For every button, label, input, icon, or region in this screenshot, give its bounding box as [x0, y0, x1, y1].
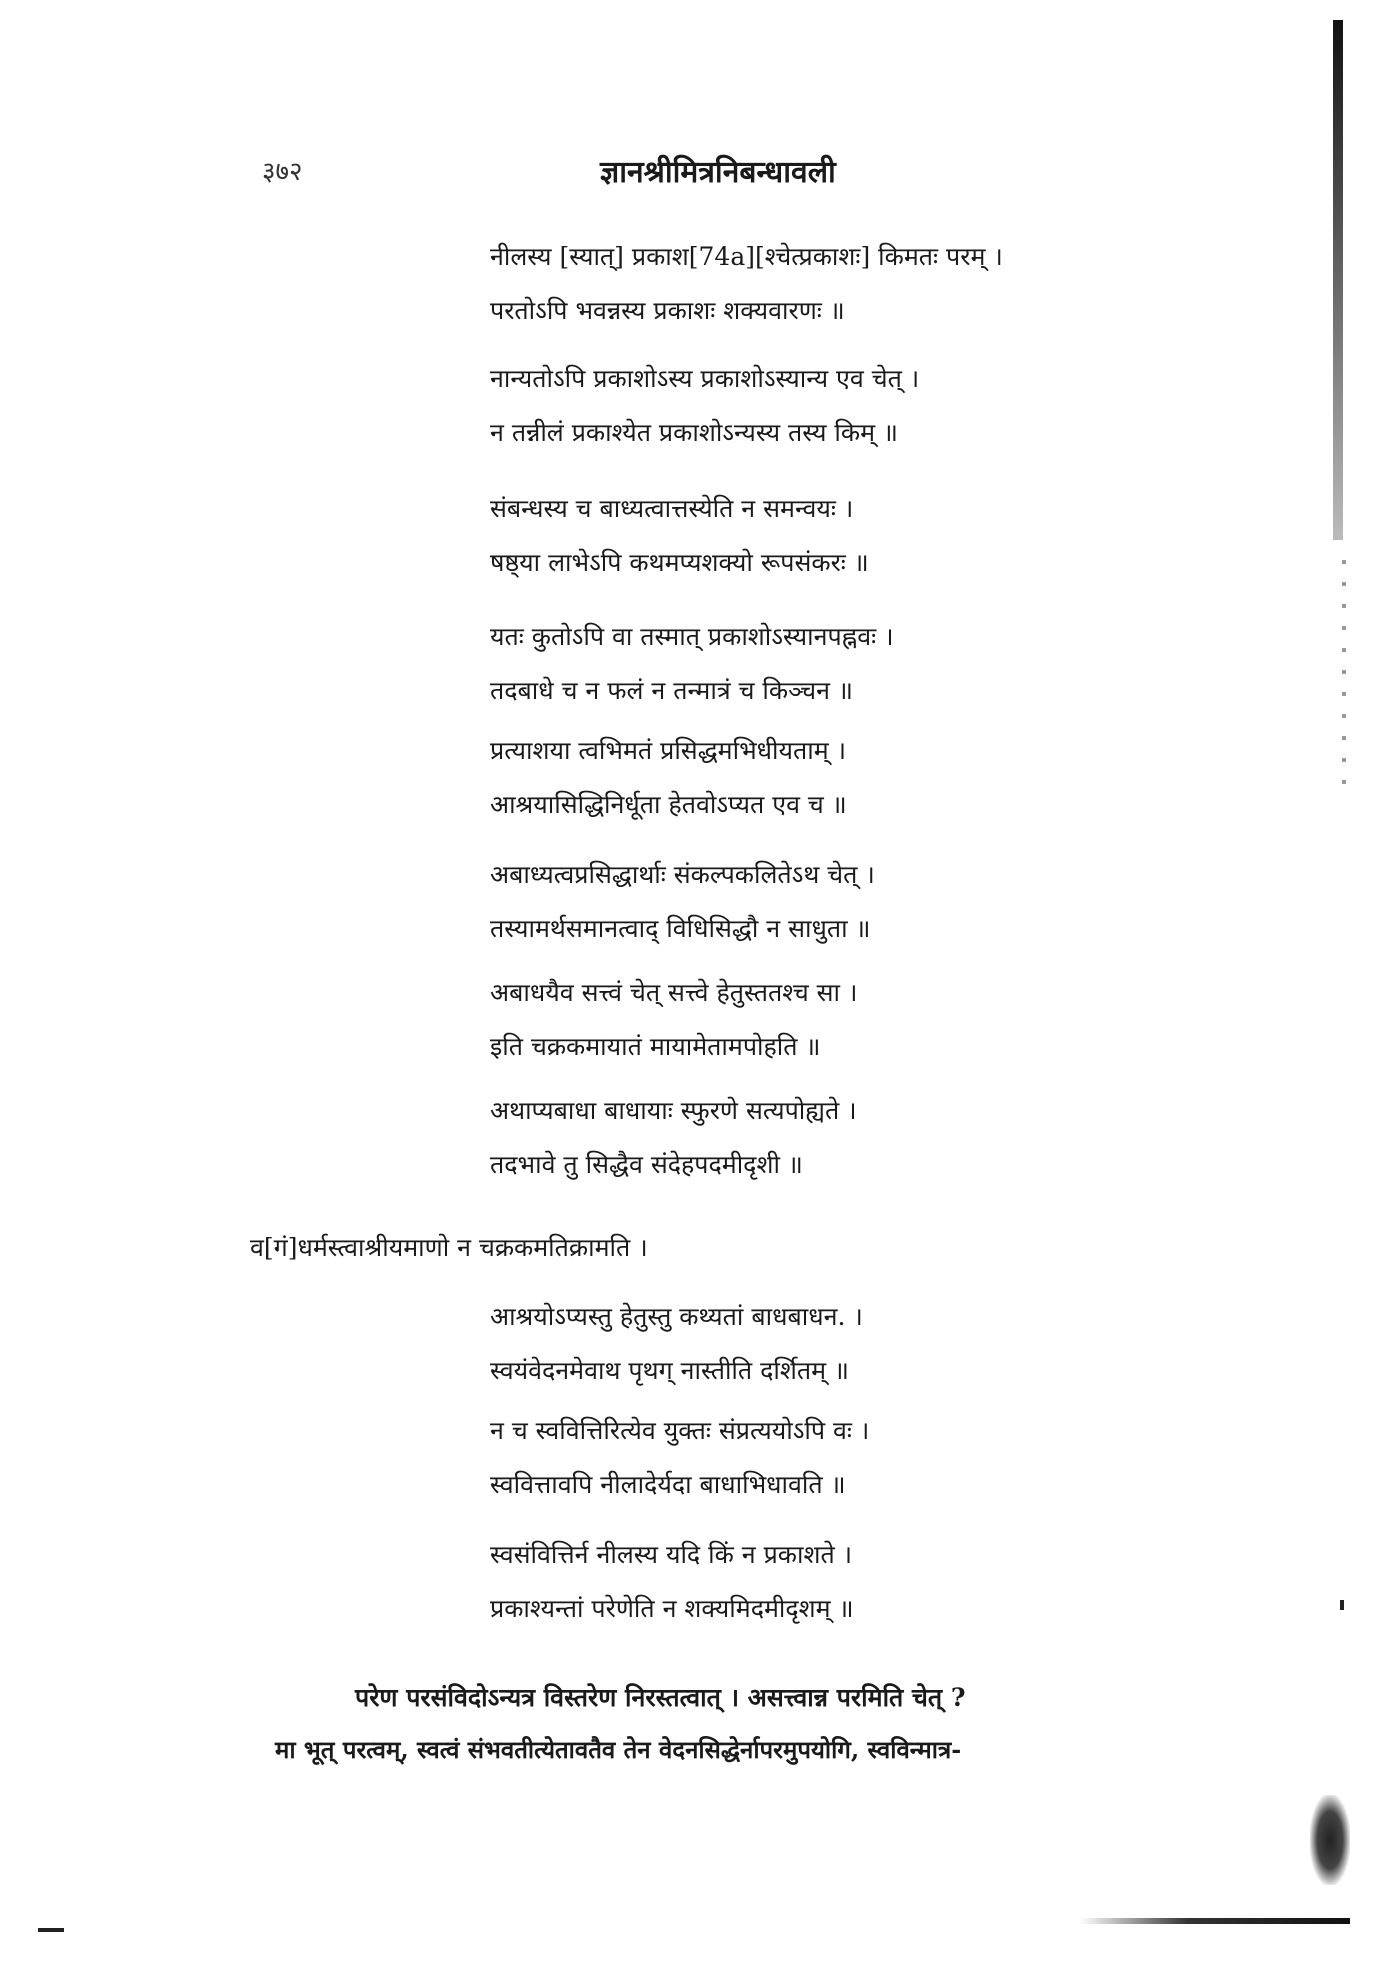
verse-line: तदबाधे च न फलं न तन्मात्रं च किञ्चन ॥	[490, 676, 853, 705]
verse-line: प्रत्याशया त्वभिमतं प्रसिद्धमभिधीयताम् ।	[490, 736, 847, 765]
verse-line: तस्यामर्थसमानत्वाद् विधिसिद्धौ न साधुता ॥	[490, 914, 871, 943]
verse-block-top	[490, 230, 1010, 1192]
verse	[490, 724, 1010, 832]
verse	[490, 352, 1010, 460]
scan-edge-mark	[1340, 1600, 1344, 1610]
verse-line: नीलस्य [स्यात्] प्रकाश[74a][श्चेत्प्रकाशः] किमतः परम् ।	[490, 242, 1003, 271]
verse-line: परतोऽपि भवन्नस्य प्रकाशः शक्यवारणः ॥	[490, 296, 845, 325]
scan-edge-shadow	[1333, 20, 1343, 540]
scan-bottom-edge	[1080, 1918, 1350, 1924]
verse	[490, 610, 1010, 718]
scan-edge-blot	[1310, 1795, 1350, 1885]
verse-line: षष्ठ्या लाभेऽपि कथमप्यशक्यो रूपसंकरः ॥	[490, 548, 869, 577]
prose-line: परेण परसंविदोऽन्यत्र विस्तरेण निरस्तत्वात् । असत्त्वान्न परमिति चेत् ?	[355, 1683, 966, 1712]
verse-line: प्रकाश्यन्तां परेणेति न शक्यमिदमीदृशम् ॥	[490, 1594, 854, 1623]
verse-line: संबन्धस्य च बाध्यत्वात्तस्येति न समन्वयः ।	[490, 494, 854, 523]
verse	[490, 1404, 1010, 1512]
running-title: ज्ञानश्रीमित्रनिबन्धावली	[600, 155, 836, 190]
verse	[490, 1290, 1010, 1398]
verse-line: आश्रयासिद्धिनिर्धूता हेतवोऽप्यत एव च ॥	[490, 790, 847, 819]
verse-line: अबाध्यत्वप्रसिद्धार्थाः संकल्पकलितेऽथ चेत् ।	[490, 860, 875, 889]
verse-line: तदभावे तु सिद्धैव संदेहपदमीदृशी ॥	[490, 1150, 803, 1179]
verse	[490, 966, 1010, 1074]
verse-line: स्ववित्तावपि नीलादेर्यदा बाधाभिधावति ॥	[490, 1470, 846, 1499]
verse-line: न च स्ववित्तिरित्येव युक्तः संप्रत्ययोऽपि वः ।	[490, 1416, 870, 1445]
verse-line: आश्रयोऽप्यस्तु हेतुस्तु कथ्यतां बाधबाधन. ।	[490, 1302, 863, 1331]
verse-line: इति चक्रकमायातं मायामेतामपोहति ॥	[490, 1032, 821, 1061]
prose-line: मा भूत् परत्वम्, स्वत्वं संभवतीत्येतावतैव तेन वेदनसिद्धेर्नापरमुपयोगि, स्वविन्मात्र-	[275, 1735, 962, 1764]
verse-line: नान्यतोऽपि प्रकाशोऽस्य प्रकाशोऽस्यान्य एव चेत् ।	[490, 364, 920, 393]
verse-line: न तन्नीलं प्रकाश्येत प्रकाशोऽन्यस्य तस्य किम् ॥	[490, 418, 898, 447]
verse-line: अथाप्यबाधा बाधायाः स्फुरणे सत्यपोह्यते ।	[490, 1096, 857, 1125]
verse-line: स्वयंवेदनमेवाथ पृथग् नास्तीति दर्शितम् ॥	[490, 1356, 849, 1385]
verse-line: अबाधयैव सत्त्वं चेत् सत्त्वे हेतुस्ततश्च सा ।	[490, 978, 858, 1007]
verse	[490, 482, 1010, 590]
scan-edge-speckle	[1342, 560, 1346, 800]
prose-line: व[गं]धर्मस्त्वाश्रीयमाणो न चक्रकमतिक्रामति ।	[250, 1233, 648, 1262]
verse	[490, 848, 1010, 956]
verse	[490, 230, 1010, 338]
verse-block-bottom	[490, 1290, 1010, 1636]
verse	[490, 1084, 1010, 1192]
verse-line: यतः कुतोऽपि वा तस्मात् प्रकाशोऽस्यानपह्नवः ।	[490, 622, 894, 651]
verse	[490, 1528, 1010, 1636]
scan-corner-mark	[38, 1928, 64, 1932]
page-number: ३७२	[262, 157, 303, 187]
verse-line: स्वसंवित्तिर्न नीलस्य यदि किं न प्रकाशते ।	[490, 1540, 853, 1569]
